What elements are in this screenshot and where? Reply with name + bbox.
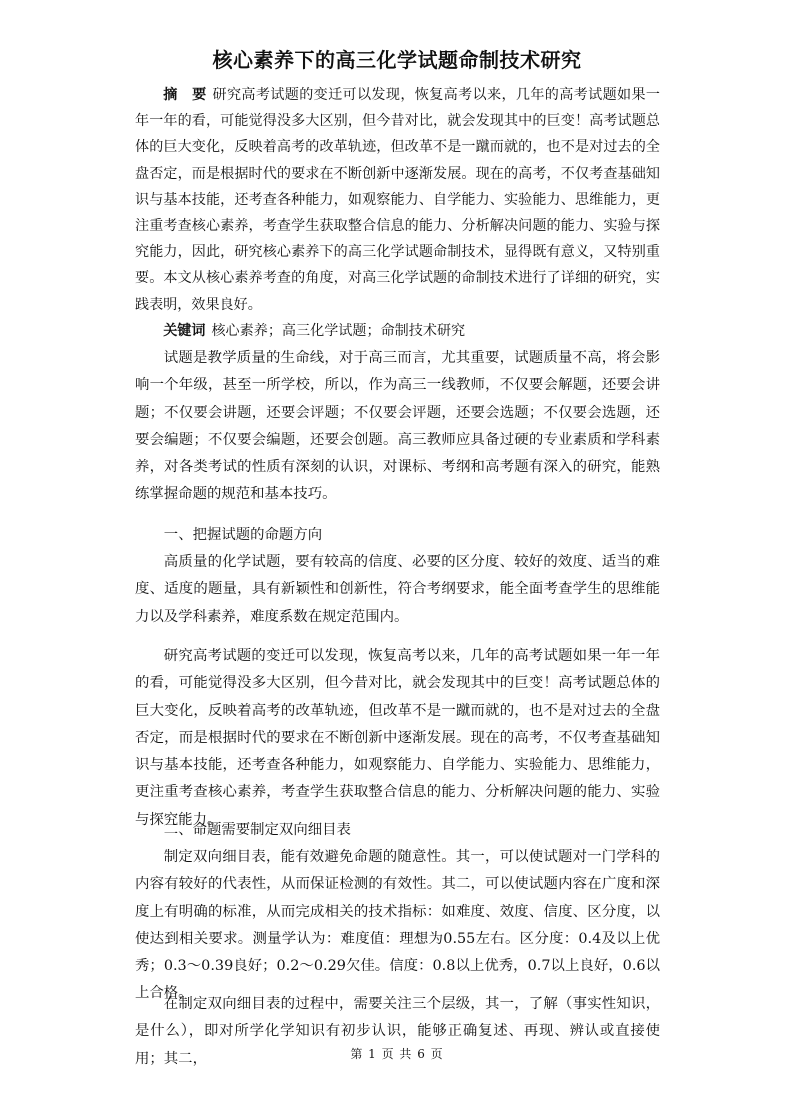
body-paragraph: 制定双向细目表，能有效避免命题的随意性。其一，可以使试题对一门学科的内容有较好的代表性，从而保证检测的有效性。其二，可以使试题内容在广度和深度上有明确的标准，从而完成相关的技术指标：如难度、效度、信度、区分度，以使达到相关要求。测量学认为：难度值：理想为0.55左右。区分度：0.4及以上优秀；0.3～0.39良好；0.2～0.29欠佳。信度：0.8以上优秀，0.7以上良好，0.6以上合格。	[135, 849, 660, 1002]
keywords	[135, 318, 660, 344]
abstract-text: 研究高考试题的变迁可以发现，恢复高考以来，几年的高考试题如果一年一年的看，可能觉得没多大区别，但今昔对比，就会发现其中的巨变！高考试题总体的巨大变化，反映着高考的改革轨迹，但改革不是一蹴而就的，也不是对过去的全盘否定，而是根据时代的要求在不断创新中逐渐发展。现在的高考，不仅考查基础知识与基本技能，还考查各种能力，如观察能力、自学能力、实验能力、思维能力，更注重考查核心素养，考查学生获取整合信息的能力、分析解决问题的能力、实验与探究能力，因此，研究核心素养下的高三化学试题命制技术，显得既有意义，又特别重要。本文从核心素养考查的角度，对高三化学试题的命制技术进行了详细的研究，实践表明，效果良好。	[135, 87, 661, 313]
body-paragraph: 试题是教学质量的生命线，对于高三而言，尤其重要，试题质量不高，将会影响一个年级，甚至一所学校，所以，作为高三一线教师，不仅要会解题，还要会讲题；不仅要会讲题，还要会评题；不仅要会评题，还要会选题；不仅要会选题，还要会编题；不仅要会编题，还要会创题。高三教师应具备过硬的专业素质和学科素养，对各类考试的性质有深刻的认识，对课标、考纲和高考题有深入的研究，能熟练掌握命题的规范和基本技巧。	[135, 350, 660, 503]
paper-title: 核心素养下的高三化学试题命制技术研究	[212, 48, 582, 72]
section-heading: 一、把握试题的命题方向	[163, 527, 323, 543]
keywords-text: 核心素养；高三化学试题；命制技术研究	[211, 323, 466, 339]
keywords-label: 关键词	[163, 323, 206, 339]
abstract	[135, 82, 660, 318]
section-heading: 二、命题需要制定双向细目表	[163, 822, 351, 838]
body-paragraph: 在制定双向细目表的过程中，需要关注三个层级，其一，了解（事实性知识，是什么），即对所学化学知识有初步认识，能够正确复述、再现、辨认或直接使用；其二，	[135, 996, 660, 1067]
body-paragraph: 研究高考试题的变迁可以发现，恢复高考以来，几年的高考试题如果一年一年的看，可能觉得没多大区别，但今昔对比，就会发现其中的巨变！高考试题总体的巨大变化，反映着高考的改革轨迹，但改革不是一蹴而就的，也不是对过去的全盘否定，而是根据时代的要求在不断创新中逐渐发展。现在的高考，不仅考查基础知识与基本技能，还考查各种能力，如观察能力、自学能力、实验能力、思维能力，更注重考查核心素养，考查学生获取整合信息的能力、分析解决问题的能力、实验与探究能力。	[135, 648, 660, 828]
body-paragraph: 高质量的化学试题，要有较高的信度、必要的区分度、较好的效度、适当的难度、适度的题量，具有新颖性和创新性，符合考纲要求，能全面考查学生的思维能力以及学科素养，难度系数在规定范围内。	[135, 554, 660, 625]
page-footer: 第 1 页 共 6 页	[350, 1047, 444, 1061]
abstract-label: 摘 要	[163, 87, 207, 103]
